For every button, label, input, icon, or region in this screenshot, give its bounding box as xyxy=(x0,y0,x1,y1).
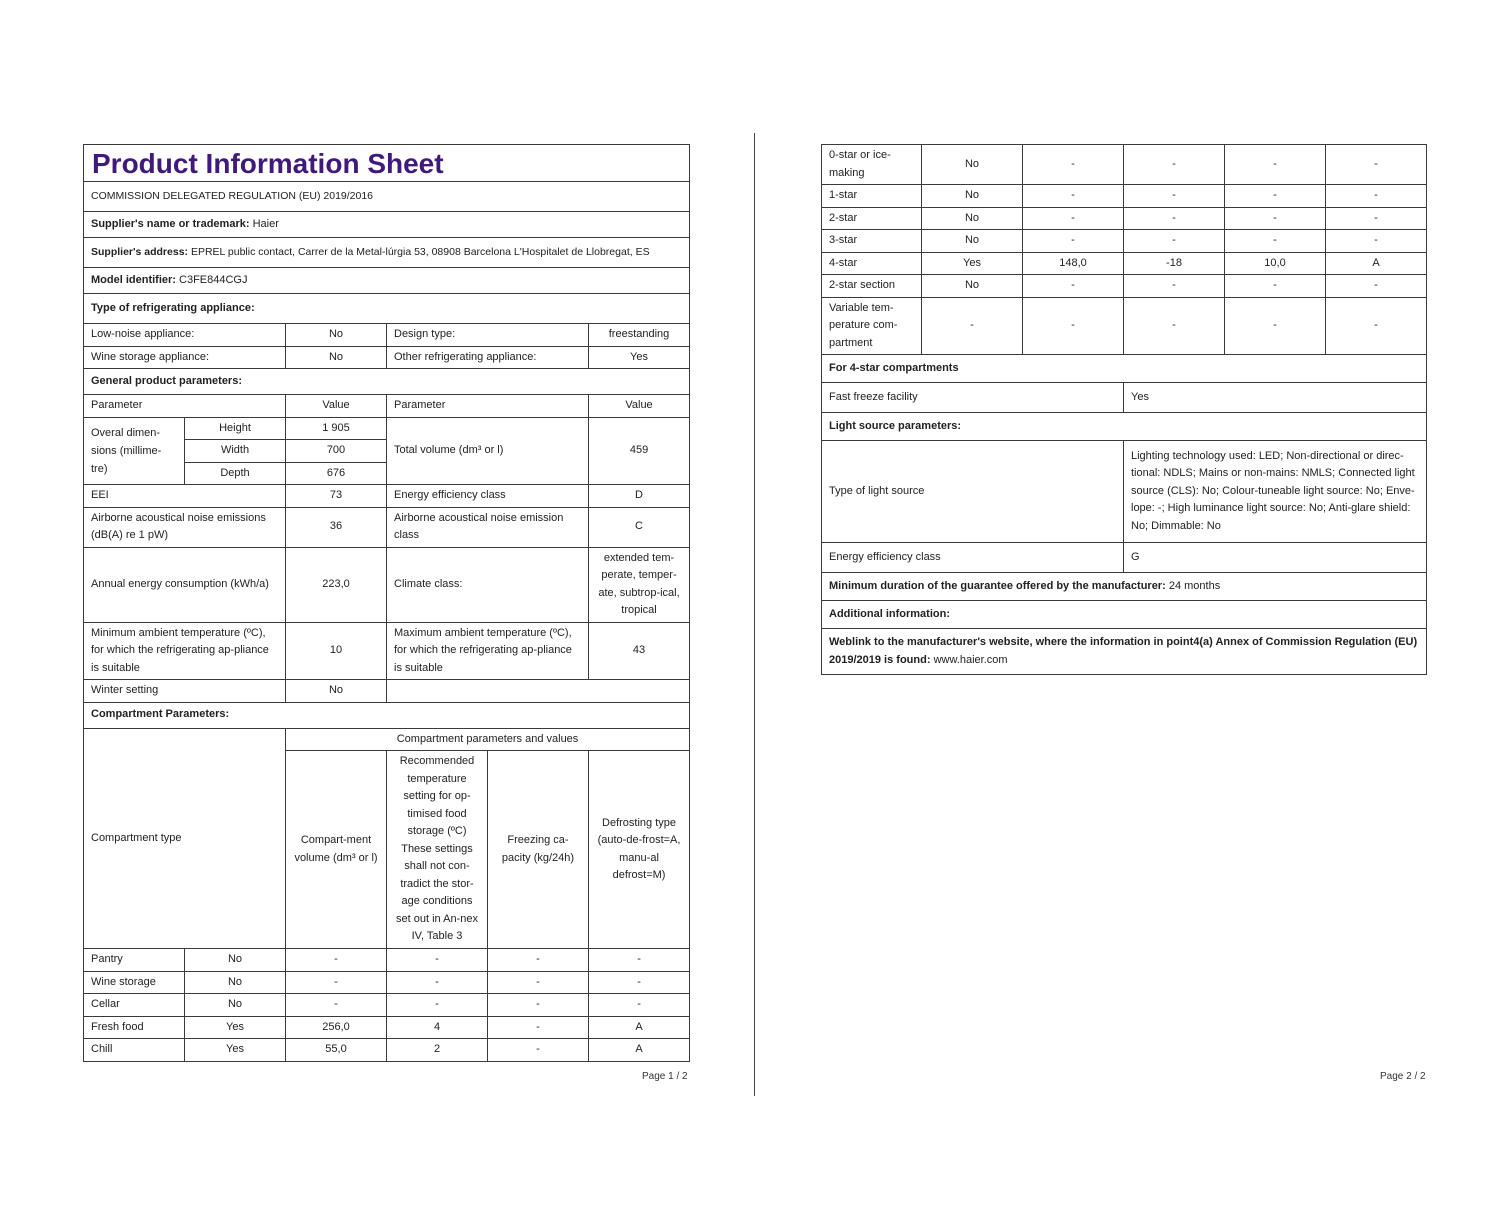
compartment-name: 2-star section xyxy=(822,275,922,298)
compartment-volume: - xyxy=(1023,145,1124,185)
page2-compartment-rows xyxy=(822,145,1427,355)
compartment-type-header: Compartment type xyxy=(84,728,286,949)
noise-class-value: C xyxy=(589,507,690,547)
col-volume-header: Compart-ment volume (dm³ or l) xyxy=(286,751,387,949)
light-type-value: Lighting technology used: LED; Non-directional or direc-tional: NDLS; Mains or non-mains: NMLS; Connected light source (CLS): No; Colour-tuneable light source: No; Enve-lope: -; High luminance light source: No; Anti-glare shield: No; Dimmable: No xyxy=(1124,441,1427,543)
energy-class-label: Energy efficiency class xyxy=(387,485,589,508)
width-value: 700 xyxy=(286,440,387,463)
compartment-defrost: - xyxy=(1326,145,1427,185)
compartment-defrost: - xyxy=(1326,297,1427,355)
compartment-name: Pantry xyxy=(84,949,185,972)
compartment-present: No xyxy=(922,185,1023,208)
compartment-freezing: 10,0 xyxy=(1225,252,1326,275)
page-divider xyxy=(754,133,755,1096)
compartment-temp: 2 xyxy=(387,1039,488,1062)
design-type-value: freestanding xyxy=(589,324,690,347)
noise-label: Airborne acoustical noise emissions (dB(A) re 1 pW) xyxy=(84,507,286,547)
design-type-label: Design type: xyxy=(387,324,589,347)
compartment-defrost: - xyxy=(1326,185,1427,208)
compartment-defrost: A xyxy=(589,1039,690,1062)
height-value: 1 905 xyxy=(286,417,387,440)
compartment-name: Fresh food xyxy=(84,1016,185,1039)
compartment-defrost: - xyxy=(1326,230,1427,253)
compartment-freezing: - xyxy=(488,971,589,994)
compartment-temp: - xyxy=(1124,230,1225,253)
compartment-heading: Compartment Parameters: xyxy=(84,702,690,728)
page1-compartment-rows xyxy=(84,949,690,1062)
page1-sheet xyxy=(83,144,690,1062)
compartment-volume: - xyxy=(286,971,387,994)
compartment-volume: - xyxy=(1023,185,1124,208)
model-identifier: C3FE844CGJ xyxy=(179,273,248,286)
value-header-right: Value xyxy=(589,395,690,418)
height-label: Height xyxy=(185,417,286,440)
compartment-temp: - xyxy=(387,994,488,1017)
fast-freeze-label: Fast freeze facility xyxy=(822,383,1124,413)
compartment-defrost: - xyxy=(1326,275,1427,298)
noise-class-label: Airborne acoustical noise emission class xyxy=(387,507,589,547)
compartment-freezing: - xyxy=(1225,230,1326,253)
compartment-row xyxy=(84,949,690,972)
climate-value: extended tem-perate, temper-ate, subtrop-ical, tropical xyxy=(589,547,690,622)
compartment-present: No xyxy=(185,971,286,994)
compartment-present: Yes xyxy=(922,252,1023,275)
compartment-volume: 256,0 xyxy=(286,1016,387,1039)
compartment-volume: - xyxy=(286,949,387,972)
col-defrost-header: Defrosting type (auto-de-frost=A, manu-al defrost=M) xyxy=(589,751,690,949)
winter-label: Winter setting xyxy=(84,680,286,703)
param-header-left: Parameter xyxy=(84,395,286,418)
winter-blank xyxy=(387,680,690,703)
compartment-row xyxy=(84,971,690,994)
annual-energy-value: 223,0 xyxy=(286,547,387,622)
noise-value: 36 xyxy=(286,507,387,547)
compartment-name: 2-star xyxy=(822,207,922,230)
compartment-temp: - xyxy=(1124,297,1225,355)
compartment-name: 3-star xyxy=(822,230,922,253)
compartment-volume: - xyxy=(1023,207,1124,230)
compartment-volume: 55,0 xyxy=(286,1039,387,1062)
compartment-freezing: - xyxy=(1225,185,1326,208)
dimensions-label: Overal dimen-sions (millime-tre) xyxy=(84,417,185,485)
col-temp-header: Recommended temperature setting for op-timised food storage (ºC) These settings shall not con-tradict the stor-age conditions set out in An-nex IV, Table 3 xyxy=(387,751,488,949)
supplier-address: EPREL public contact, Carrer de la Metal-lúrgia 53, 08908 Barcelona L'Hospitalet de Llobregat, ES xyxy=(190,245,650,258)
page-title: Product Information Sheet xyxy=(84,145,690,182)
annual-energy-label: Annual energy consumption (kWh/a) xyxy=(84,547,286,622)
page-number-2: Page 2 / 2 xyxy=(1380,1071,1426,1082)
additional-heading: Additional information: xyxy=(822,601,1427,629)
weblink-value: www.haier.com xyxy=(933,653,1008,666)
compartment-name: Cellar xyxy=(84,994,185,1017)
energy-class-value: D xyxy=(589,485,690,508)
depth-label: Depth xyxy=(185,462,286,485)
compartment-row xyxy=(822,230,1427,253)
compartment-row xyxy=(822,297,1427,355)
compartment-present: No xyxy=(922,230,1023,253)
max-temp-label: Maximum ambient temperature (ºC), for which the refrigerating ap-pliance is suitable xyxy=(387,622,589,680)
regulation-line: COMMISSION DELEGATED REGULATION (EU) 2019/2016 xyxy=(84,182,690,212)
four-star-heading: For 4-star compartments xyxy=(822,355,1427,383)
wine-storage-value: No xyxy=(286,346,387,369)
compartment-row xyxy=(822,252,1427,275)
compartment-temp: - xyxy=(1124,207,1225,230)
compartment-volume: - xyxy=(286,994,387,1017)
supplier-name: Haier xyxy=(252,217,279,230)
compartment-volume: 148,0 xyxy=(1023,252,1124,275)
compartment-row xyxy=(84,1039,690,1062)
compartment-defrost: A xyxy=(589,1016,690,1039)
guarantee-value: 24 months xyxy=(1168,579,1221,592)
model-row xyxy=(84,268,690,294)
page2-sheet xyxy=(821,144,1427,675)
width-label: Width xyxy=(185,440,286,463)
compartment-present: Yes xyxy=(185,1039,286,1062)
compartment-row xyxy=(822,275,1427,298)
compartment-defrost: - xyxy=(589,971,690,994)
weblink-row xyxy=(822,629,1427,675)
compartment-freezing: - xyxy=(488,1039,589,1062)
supplier-name-label: Supplier's name or trademark: xyxy=(91,217,250,230)
compartment-name: Variable tem-perature com-partment xyxy=(822,297,922,355)
compartment-freezing: - xyxy=(488,1016,589,1039)
max-temp-value: 43 xyxy=(589,622,690,680)
compartment-defrost: - xyxy=(589,994,690,1017)
compartment-temp: - xyxy=(1124,185,1225,208)
compartment-present: - xyxy=(922,297,1023,355)
light-type-label: Type of light source xyxy=(822,441,1124,543)
min-temp-label: Minimum ambient temperature (ºC), for which the refrigerating ap-pliance is suitable xyxy=(84,622,286,680)
compartment-temp: 4 xyxy=(387,1016,488,1039)
compartment-freezing: - xyxy=(1225,297,1326,355)
compartment-present: No xyxy=(185,994,286,1017)
supplier-name-row xyxy=(84,212,690,238)
compartment-name: 4-star xyxy=(822,252,922,275)
supplier-address-label: Supplier's address: xyxy=(91,245,189,258)
compartment-present: Yes xyxy=(185,1016,286,1039)
compartment-freezing: - xyxy=(488,994,589,1017)
depth-value: 676 xyxy=(286,462,387,485)
compartment-defrost: A xyxy=(1326,252,1427,275)
compartment-volume: - xyxy=(1023,230,1124,253)
compartment-temp: - xyxy=(1124,145,1225,185)
fast-freeze-value: Yes xyxy=(1124,383,1427,413)
compartment-name: 0-star or ice-making xyxy=(822,145,922,185)
compartment-volume: - xyxy=(1023,275,1124,298)
compartment-group-header: Compartment parameters and values xyxy=(286,728,690,751)
compartment-defrost: - xyxy=(589,949,690,972)
value-header-left: Value xyxy=(286,395,387,418)
compartment-temp: -18 xyxy=(1124,252,1225,275)
light-class-value: G xyxy=(1124,543,1427,573)
eei-label: EEI xyxy=(84,485,286,508)
param-header-right: Parameter xyxy=(387,395,589,418)
guarantee-row xyxy=(822,573,1427,601)
compartment-freezing: - xyxy=(488,949,589,972)
compartment-temp: - xyxy=(387,949,488,972)
compartment-temp: - xyxy=(1124,275,1225,298)
compartment-freezing: - xyxy=(1225,207,1326,230)
col-freezing-header: Freezing ca-pacity (kg/24h) xyxy=(488,751,589,949)
compartment-row xyxy=(822,207,1427,230)
model-label: Model identifier: xyxy=(91,273,176,286)
eei-value: 73 xyxy=(286,485,387,508)
min-temp-value: 10 xyxy=(286,622,387,680)
low-noise-value: No xyxy=(286,324,387,347)
compartment-present: No xyxy=(922,207,1023,230)
compartment-row xyxy=(822,145,1427,185)
weblink-label: Weblink to the manufacturer's website, where the information in point4(a) Annex of Commission Regulation (EU) 2019/2019 is found: xyxy=(829,636,1418,666)
compartment-freezing: - xyxy=(1225,145,1326,185)
compartment-defrost: - xyxy=(1326,207,1427,230)
winter-value: No xyxy=(286,680,387,703)
supplier-address-row xyxy=(84,238,690,268)
climate-label: Climate class: xyxy=(387,547,589,622)
compartment-row xyxy=(84,994,690,1017)
compartment-name: Wine storage xyxy=(84,971,185,994)
total-volume-value: 459 xyxy=(589,417,690,485)
compartment-name: Chill xyxy=(84,1039,185,1062)
low-noise-label: Low-noise appliance: xyxy=(84,324,286,347)
compartment-row xyxy=(84,1016,690,1039)
compartment-temp: - xyxy=(387,971,488,994)
other-refrig-label: Other refrigerating appliance: xyxy=(387,346,589,369)
light-class-label: Energy efficiency class xyxy=(822,543,1124,573)
wine-storage-label: Wine storage appliance: xyxy=(84,346,286,369)
compartment-row xyxy=(822,185,1427,208)
compartment-volume: - xyxy=(1023,297,1124,355)
compartment-present: No xyxy=(922,145,1023,185)
other-refrig-value: Yes xyxy=(589,346,690,369)
total-volume-label: Total volume (dm³ or l) xyxy=(387,417,589,485)
guarantee-label: Minimum duration of the guarantee offered by the manufacturer: xyxy=(829,579,1166,592)
type-heading: Type of refrigerating appliance: xyxy=(84,294,690,324)
page-number-1: Page 1 / 2 xyxy=(642,1071,688,1082)
general-heading: General product parameters: xyxy=(84,369,690,395)
light-heading: Light source parameters: xyxy=(822,413,1427,441)
compartment-freezing: - xyxy=(1225,275,1326,298)
compartment-present: No xyxy=(922,275,1023,298)
compartment-present: No xyxy=(185,949,286,972)
compartment-name: 1-star xyxy=(822,185,922,208)
